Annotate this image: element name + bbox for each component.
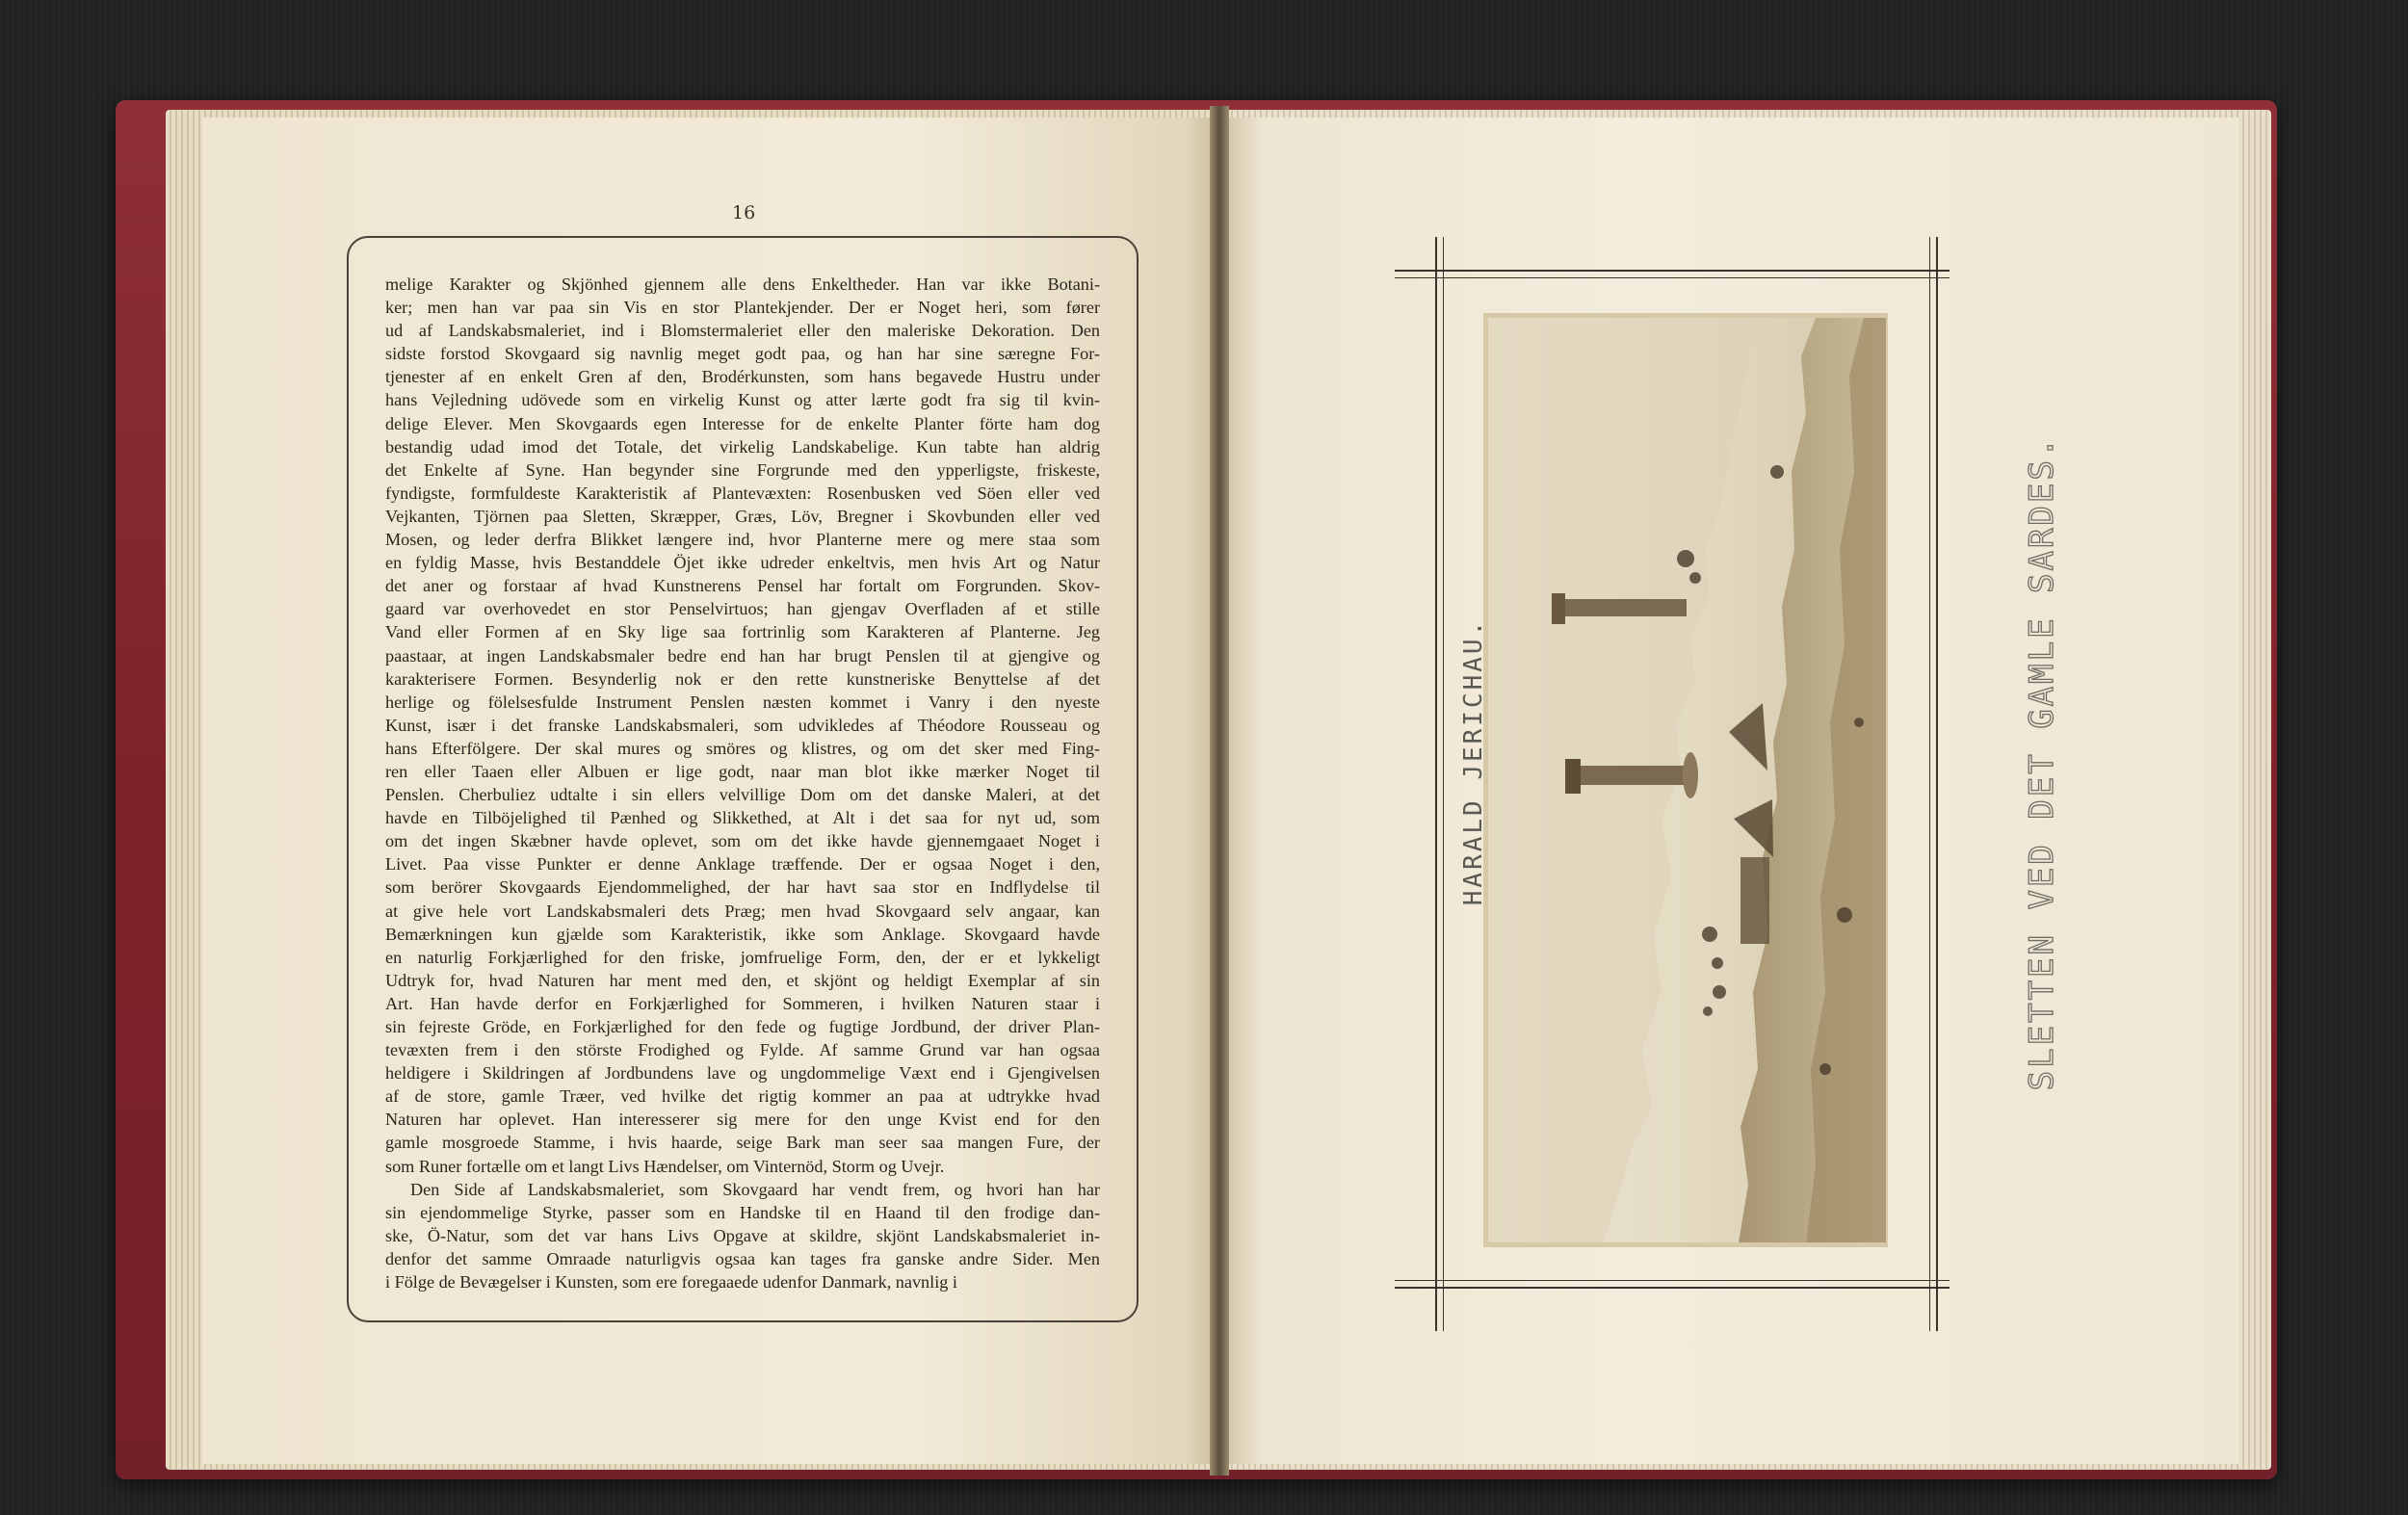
book-gutter [1210, 106, 1229, 1476]
text-line: tevæxten frem i den störste Frodighed og Fylde. Af samme Grund var han ogsaa [385, 1040, 1100, 1060]
text-line: i Fölge de Bevægelser i Kunsten, som ere foregaaede udenfor Danmark, navnlig i [385, 1272, 957, 1293]
text-line: Penslen. Cherbuliez udtalte i sin ellers velvillige Dom om det danske Maleri, at det [385, 785, 1100, 805]
text-line: Livet. Paa visse Punkter er denne Anklage træffende. Der er ogsaa Noget i den, [385, 854, 1100, 875]
text-line: Vejkanten, Tjörnen paa Sletten, Skræpper, Græs, Löv, Bregner i Skovbunden eller ved [385, 506, 1100, 526]
text-line: hans Efterfölgere. Der skal mures og smöres og klistres, og om det sker med Fing- [385, 738, 1100, 758]
text-line: som Runer fortælle om et langt Livs Hændelser, om Vinternöd, Storm og Uvejr. [385, 1156, 945, 1176]
text-line: delige Elever. Men Skovgaards egen Interesse for de enkelte Planter förte ham dog [385, 413, 1100, 433]
text-line: fyndigste, formfuldeste Karakteristik af Plantevæxten: Rosenbusken ved Söen eller ved [385, 483, 1100, 503]
text-line: ren eller Taaen eller Albuen er lige godt, naar man blot ikke mærker Noget til [385, 761, 1100, 781]
text-line: Bemærkningen kun gjælde som Karakteristik, ikke som Anklage. Skovgaard havde [385, 924, 1100, 944]
photograph-sardes-plain [1488, 318, 1886, 1242]
text-line: havde en Tilböjelighed til Pænhed og Slikkethed, at Alt i det saa for nyt ud, som [385, 808, 1100, 828]
text-line: Den Side af Landskabsmaleriet, som Skovgaard har vendt frem, og hvori han har [410, 1179, 1100, 1199]
text-line: Kunst, især i det franske Landskabsmaleri, som udvikledes af Théodore Rousseau og [385, 715, 1100, 735]
text-line: Mosen, og leder derfra Blikket længere ind, hvor Planterne mere og mere staa som [385, 530, 1100, 550]
text-line: gamle mosgroede Stamme, i hvis haarde, seige Bark man seer saa mangen Fure, der [385, 1133, 1100, 1153]
page-number: 16 [732, 202, 756, 223]
text-line: som berörer Skovgaards Ejendommelighed, der har havt saa stor en Indflydelse til [385, 877, 1100, 898]
text-line: Naturen har oplevet. Han interesserer sig mere for den unge Kvist end for den [385, 1110, 1100, 1130]
text-line: af de store, gamle Træer, ved hvilke det rigtig kommer an paa at udtrykke hvad [385, 1086, 1100, 1107]
text-line: bestandig udad imod det Totale, det virkelig Landskabelige. Kun tabte han aldrig [385, 436, 1100, 457]
text-line: Vand eller Formen af en Sky lige saa fortrinlig som Karakteren af Planterne. Jeg [385, 622, 1100, 642]
text-line: Udtryk for, hvad Naturen har ment med den, et skjönt og heldigt Exemplar af sin [385, 970, 1100, 990]
text-line: ske, Ö-Natur, som det var hans Livs Opgave at skildre, skjönt Landskabsmaleriet in- [385, 1225, 1100, 1245]
text-line: om det ingen Skæbner havde oplevet, som om det ikke havde gjennemgaaet Noget i [385, 831, 1100, 851]
author-caption: HARALD JERICHAU. [1459, 617, 1488, 906]
text-line: gaard var overhovedet en stor Penselvirtuos; han gjengav Overfladen af et stille [385, 599, 1100, 619]
text-line: karakterisere Formen. Besynderlig nok er den rette kunstneriske Benyttelse af det [385, 668, 1100, 689]
text-line: det Enkelte af Syne. Han begynder sine Forgrunde med den ypperligste, friskeste, [385, 459, 1100, 480]
text-line: denfor det samme Omraade naturligvis ogsaa kan tages fra ganske andre Sider. Men [385, 1248, 1100, 1268]
text-line: en fyldig Masse, hvis Bestanddele Öjet ikke udreder enkeltvis, men hvis Art og Natur [385, 553, 1100, 573]
text-line: heldigere i Skildringen af Jordbundens lave og ungdommelige Væxt end i Gjengivelsen [385, 1063, 1100, 1084]
text-line: en naturlig Forkjærlighed for den friske, jomfruelige Form, den, der er et lykkeligt [385, 947, 1100, 967]
text-line: det aner og forstaar af hvad Kunstnerens Pensel har fortalt om Forgrunden. Skov- [385, 576, 1100, 596]
text-line: melige Karakter og Skjönhed gjennem alle dens Enkeltheder. Han var ikke Botani- [385, 274, 1100, 294]
text-line: ud af Landskabsmaleriet, ind i Blomstermaleriet eller den maleriske Dekoration. Den [385, 321, 1100, 341]
text-line: sidste forstod Skovgaard sig navnlig meget godt paa, og han har sine særegne For- [385, 344, 1100, 364]
text-line: herlige og fölelsesfulde Instrument Penslen næsten kommet i Vanry i den nyeste [385, 692, 1100, 712]
text-line: paastaar, at ingen Landskabsmaler bedre end han har brugt Penslen til at gjengive og [385, 645, 1100, 666]
text-line: sin fejreste Gröde, en Forkjærlighed for den fede og fugtige Jordbund, der driver Plan- [385, 1017, 1100, 1036]
text-line: tjenester af en enkelt Gren af den, Brodérkunsten, som hans begavede Hustru under [385, 367, 1100, 387]
text-line: at give hele vort Landskabsmaleri dets Præg; men hvad Skovgaard selv angaar, kan [385, 901, 1100, 921]
text-line: Art. Han havde derfor en Forkjærlighed for Sommeren, i hvilken Naturen staar i [385, 993, 1100, 1013]
plate-title-caption: SLETTEN VED DET GAMLE SARDES. [2023, 434, 2061, 1091]
body-text [385, 273, 1100, 1293]
text-line: hans Vejledning udövede som en virkelig Kunst og atter lærte godt fra sig til kvin- [385, 390, 1100, 410]
text-line: ker; men han var paa sin Vis en stor Plantekjender. Der er Noget heri, som fører [385, 298, 1100, 318]
text-line: sin ejendommelige Styrke, passer som en Handske til en Haand til den frodige dan- [385, 1202, 1100, 1222]
